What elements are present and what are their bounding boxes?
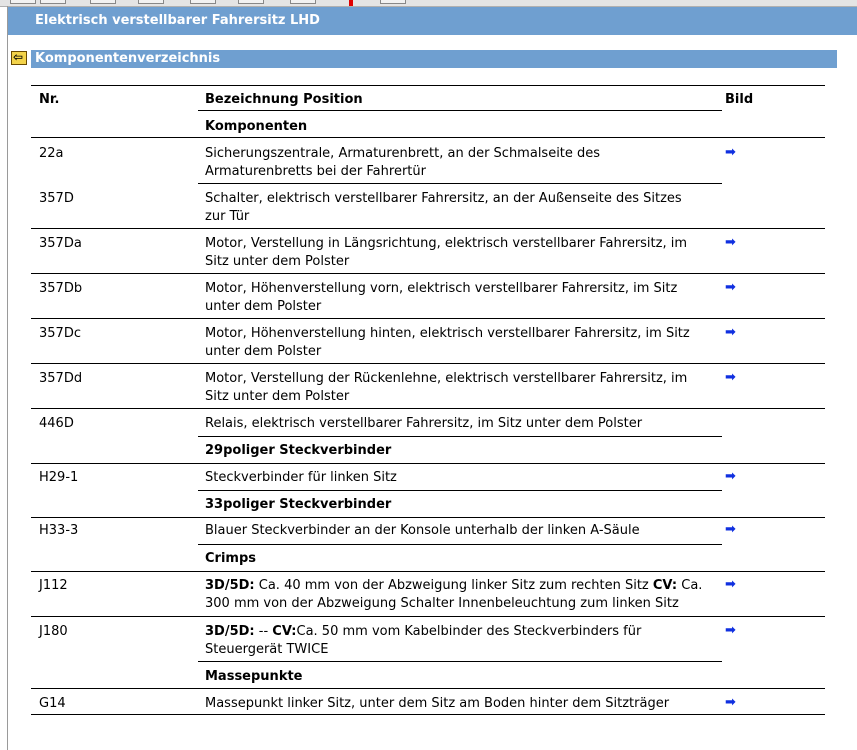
image-link-arrow-icon[interactable]: ➡	[725, 145, 736, 160]
row-description: Massepunkt linker Sitz, unter dem Sitz am Boden hinter dem Sitzträger	[205, 696, 670, 711]
section-title: Komponentenverzeichnis	[31, 50, 837, 68]
row-rule	[31, 571, 825, 572]
image-link-arrow-icon[interactable]: ➡	[725, 577, 736, 592]
image-link-arrow-icon[interactable]: ➡	[725, 695, 736, 710]
row-description: Motor, Höhenverstellung vorn, elektrisch verstellbarer Fahrersitz, im Sitz unter dem Polster	[205, 281, 678, 314]
toolbar-red-indicator	[349, 0, 353, 6]
toolbar-button-3[interactable]	[90, 0, 116, 4]
row-rule	[31, 273, 825, 274]
row-description: Sicherungszentrale, Armaturenbrett, an der Schmalseite des Armaturenbretts bei der Fahrertür	[205, 146, 601, 179]
image-link-arrow-icon[interactable]: ➡	[725, 325, 736, 340]
toolbar-button-7[interactable]	[290, 0, 316, 4]
group-heading: Massepunkte	[205, 669, 303, 684]
toolbar-button-8[interactable]	[380, 0, 406, 4]
image-link-arrow-icon[interactable]: ➡	[725, 370, 736, 385]
row-rule	[198, 544, 722, 545]
toolbar-button-4[interactable]	[138, 0, 164, 4]
back-arrow-icon[interactable]: ⇦	[11, 51, 27, 65]
header-bild: Bild	[725, 92, 754, 107]
row-rule	[198, 183, 722, 184]
row-description: Steckverbinder für linken Sitz	[205, 470, 397, 485]
row-nr: J112	[39, 578, 68, 593]
group-heading: 33poliger Steckverbinder	[205, 497, 392, 512]
toolbar-button-1[interactable]	[10, 0, 36, 4]
left-frame-border	[7, 6, 8, 750]
row-rule	[31, 318, 825, 319]
row-rule	[31, 616, 825, 617]
group-rule	[198, 110, 722, 111]
row-nr: H29-1	[39, 470, 79, 485]
row-nr: 22a	[39, 146, 64, 161]
header-bezeichnung: Bezeichnung Position	[205, 92, 363, 107]
page-title: Elektrisch verstellbarer Fahrersitz LHD	[8, 7, 857, 35]
toolbar-button-5[interactable]	[190, 0, 216, 4]
row-nr: H33-3	[39, 523, 79, 538]
group-heading: Komponenten	[205, 119, 308, 134]
row-rule	[31, 714, 825, 715]
row-rule	[31, 363, 825, 364]
row-nr: 357Da	[39, 236, 82, 251]
row-rule	[198, 436, 722, 437]
row-rule	[31, 517, 825, 518]
row-description: Blauer Steckverbinder an der Konsole unterhalb der linken A-Säule	[205, 523, 640, 538]
row-description: Motor, Höhenverstellung hinten, elektrisch verstellbarer Fahrersitz, im Sitz unter dem Polster	[205, 326, 690, 359]
row-rule	[31, 688, 825, 689]
row-description: Motor, Verstellung der Rückenlehne, elektrisch verstellbarer Fahrersitz, im Sitz unter dem Polster	[205, 371, 688, 404]
toolbar	[0, 0, 857, 7]
row-rule	[198, 490, 722, 491]
row-nr: 357Dc	[39, 326, 81, 341]
row-description: Relais, elektrisch verstellbarer Fahrersitz, im Sitz unter dem Polster	[205, 416, 643, 431]
image-link-arrow-icon[interactable]: ➡	[725, 280, 736, 295]
row-rule	[198, 661, 722, 662]
header-nr: Nr.	[39, 92, 60, 107]
row-description: Motor, Verstellung in Längsrichtung, elektrisch verstellbarer Fahrersitz, im Sitz unter dem Polster	[205, 236, 688, 269]
table-top-rule	[31, 85, 825, 86]
row-nr: 357Dd	[39, 371, 83, 386]
row-rule	[31, 228, 825, 229]
row-rule	[31, 463, 825, 464]
row-rule	[31, 408, 825, 409]
image-link-arrow-icon[interactable]: ➡	[725, 235, 736, 250]
row-nr: 446D	[39, 416, 74, 431]
row-description: 3D/5D: Ca. 40 mm von der Abzweigung linker Sitz zum rechten Sitz CV: Ca. 300 mm von der Abzweigung Schalter Innenbeleuchtung zum linken Sitz	[205, 578, 703, 611]
row-description: Schalter, elektrisch verstellbarer Fahrersitz, an der Außenseite des Sitzes zur Tür	[205, 191, 682, 224]
row-rule	[31, 137, 825, 138]
row-description: 3D/5D: -- CV:Ca. 50 mm vom Kabelbinder des Steckverbinders für Steuergerät TWICE	[205, 624, 642, 657]
toolbar-button-2[interactable]	[40, 0, 66, 4]
image-link-arrow-icon[interactable]: ➡	[725, 469, 736, 484]
row-nr: 357Db	[39, 281, 83, 296]
group-heading: Crimps	[205, 551, 256, 566]
row-nr: J180	[39, 624, 68, 639]
row-nr: G14	[39, 696, 66, 711]
image-link-arrow-icon[interactable]: ➡	[725, 522, 736, 537]
toolbar-button-6[interactable]	[238, 0, 264, 4]
group-heading: 29poliger Steckverbinder	[205, 443, 392, 458]
row-nr: 357D	[39, 191, 74, 206]
image-link-arrow-icon[interactable]: ➡	[725, 623, 736, 638]
